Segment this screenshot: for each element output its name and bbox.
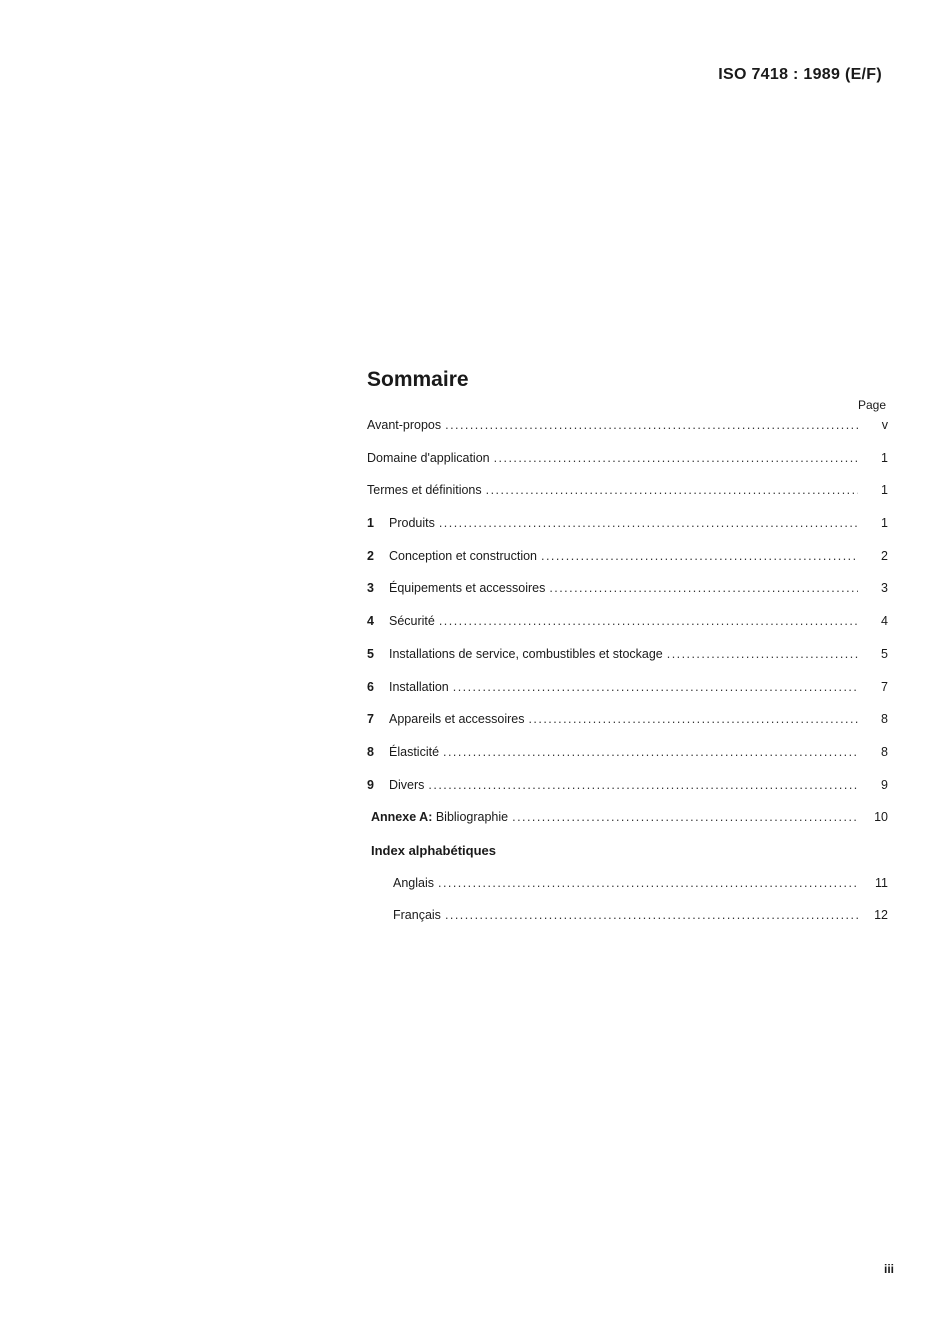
toc-entry-label: Conception et construction [389,548,538,563]
dot-leader [541,549,858,563]
toc-entry-page: 1 [881,516,888,531]
toc-entry-label: Avant-propos [367,418,442,432]
toc-entry-page: 12 [874,908,888,923]
toc-entry-page: 1 [881,450,888,465]
dot-leader [486,483,858,497]
table-of-contents [367,366,892,941]
dot-leader [443,745,858,759]
toc-title: Sommaire [367,368,469,391]
dot-leader [439,614,858,628]
toc-entry-label: Domaine d'application [367,450,490,465]
dot-leader [549,581,858,595]
dot-leader [438,876,858,890]
toc-entry-label: Divers [389,777,425,792]
toc-entry-domaine[interactable] [367,451,892,484]
toc-entry-number: 3 [367,581,374,596]
toc-entry-page: v [881,418,888,432]
toc-entry-page: 1 [881,483,888,498]
toc-entry-index-anglais[interactable] [367,876,892,909]
toc-entry-number: 1 [367,516,374,531]
toc-entry-number: 5 [367,646,374,661]
toc-entry-label: Sécurité [389,614,435,629]
toc-entry-3[interactable] [367,581,892,614]
toc-entry-page: 4 [881,614,888,629]
toc-entry-page: 3 [881,581,888,596]
standard-header: ISO 7418 : 1989 (E/F) [718,66,882,83]
toc-entry-label: Termes et définitions [367,483,482,498]
dot-leader [512,810,858,824]
toc-entry-page: 8 [881,712,888,727]
toc-entry-6[interactable] [367,680,892,713]
page-number: iii [883,1262,894,1276]
dot-leader [445,908,858,922]
dot-leader [667,647,858,661]
dot-leader [453,680,858,694]
toc-entry-termes[interactable] [367,483,892,516]
toc-entry-page: 10 [874,810,888,825]
toc-entry-annex-a[interactable] [367,810,892,843]
toc-entry-label [371,810,508,824]
toc-entry-number: 9 [367,777,374,792]
dot-leader [494,451,858,465]
index-heading: Index alphabétiques [371,842,496,858]
toc-entry-number: 2 [367,548,374,563]
toc-entry-label: Installation [389,679,449,694]
toc-entry-index-francais[interactable] [367,908,892,941]
toc-entry-label: Installations de service, combustibles et stockage [389,646,663,661]
dot-leader [439,516,858,530]
toc-entry-page: 9 [881,777,888,792]
toc-entry-label: Français [393,908,441,923]
toc-entry-number: 4 [367,614,374,629]
toc-entry-page: 7 [881,679,888,694]
annex-prefix: Annexe A: [371,810,433,825]
toc-entry-1[interactable] [367,516,892,549]
toc-entry-9[interactable] [367,778,892,811]
toc-entry-label: Produits [389,516,435,531]
toc-entry-7[interactable] [367,712,892,745]
toc-entry-page: 5 [881,646,888,661]
toc-entry-2[interactable] [367,549,892,582]
toc-entry-8[interactable] [367,745,892,778]
toc-entry-4[interactable] [367,614,892,647]
toc-entry-page: 2 [881,548,888,563]
dot-leader [428,778,858,792]
toc-entry-page: 11 [875,875,888,890]
toc-entry-number: 6 [367,679,374,694]
toc-entry-page: 8 [881,744,888,759]
dot-leader [528,712,858,726]
toc-entry-label: Équipements et accessoires [389,581,546,596]
toc-entry-label: Appareils et accessoires [389,712,525,727]
toc-entry-number: 8 [367,744,374,759]
page-column-label: Page [857,398,886,412]
toc-entry-label: Anglais [393,875,434,890]
toc-entry-avant-propos[interactable] [367,418,892,451]
toc-entry-5[interactable] [367,647,892,680]
annex-label: Bibliographie [435,810,509,825]
dot-leader [445,418,858,432]
toc-entry-number: 7 [367,712,374,727]
toc-entry-label: Élasticité [389,744,440,759]
